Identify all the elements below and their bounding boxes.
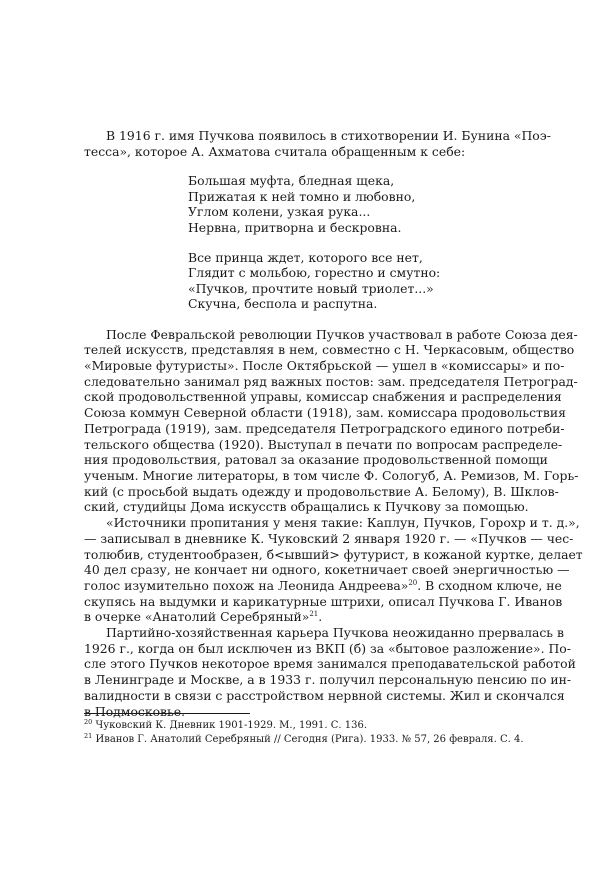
text-line: Союза коммун Северной области (1918), зам. комиссара продовольствия (84, 405, 566, 421)
poem-verse: Большая муфта, бледная щека, (188, 173, 395, 189)
poem-verse: Скучна, беспола и распутна. (188, 296, 378, 312)
intro-line-2: тесса», которое А. Ахматова считала обращенным к себе: (84, 143, 466, 159)
text-line: сле этого Пучков некоторое время занимался преподавательской работой (84, 656, 576, 672)
text-line: телей искусств, представляя в нем, совместно с Н. Черкасовым, общество (84, 342, 575, 358)
poem-verse: Нервна, притворна и бескровна. (188, 219, 402, 235)
footnote-number: 20 (84, 718, 93, 726)
text-line: 40 дел сразу, не кончает ни одного, кокетничает своей энергичностью — (84, 562, 570, 578)
footnote-20 (84, 719, 524, 733)
text-line: в Ленинграде и Москве, а в 1933 г. получил персональную пенсию по ин- (84, 672, 572, 688)
text-line: 1926 г., когда он был исключен из ВКП (б) за «бытовое разложение». По- (84, 640, 571, 656)
poem-verse: Углом колени, узкая рука... (188, 204, 371, 220)
page-body (84, 128, 583, 719)
footnote-divider (84, 713, 250, 714)
text-line: тельского общества (1920). Выступал в печати по вопросам распределе- (84, 436, 563, 452)
footnote-number: 21 (84, 731, 93, 740)
footnote-text: Иванов Г. Анатолий Серебряный // Сегодня (Рига). 1933. № 57, 26 февраля. С. 4. (95, 733, 524, 745)
text-line-with-footnote (84, 609, 518, 625)
poem-stanza-1 (188, 173, 518, 235)
poem-verse: Прижатая к ней томно и любовно, (188, 188, 416, 204)
text-line: «Источники пропитания у меня такие: Каплун, Пучков, Горохр и т. д.», (106, 515, 580, 531)
text-line: кий (с просьбой выдать одежду и продовольствие А. Белому), В. Шклов- (84, 483, 559, 499)
text-fragment: в очерке «Анатолий Серебряный» (84, 609, 310, 625)
footnote-21 (84, 733, 524, 747)
text-line: скупясь на выдумки и карикатурные штрихи, описал Пучкова Г. Иванов (84, 593, 563, 609)
poem-stanza-2 (188, 250, 518, 312)
text-line: валидности в связи с расстройством нервной системы. Жил и скончался (84, 687, 565, 703)
text-line: — записывал в дневнике К. Чуковский 2 января 1920 г. — «Пучков — чес- (84, 530, 574, 546)
text-line: Партийно-хозяйственная карьера Пучкова неожиданно прервалась в (106, 625, 564, 641)
text-line: ния продовольствия, ратовал за оказание продовольственной помощи (84, 452, 548, 468)
text-line: ученым. Многие литераторы, в том числе Ф. Сологуб, А. Ремизов, М. Горь- (84, 467, 579, 483)
text-line: «Мировые футуристы». После Октябрьской — ушел в «комиссары» и по- (84, 358, 565, 374)
footnote-text: Чуковский К. Дневник 1901-1929. М., 1991. С. 136. (95, 720, 368, 731)
sources-paragraph (84, 515, 583, 625)
text-line: в Подмосковье. (84, 703, 186, 719)
intro-paragraph (84, 128, 551, 159)
career-paragraph (84, 625, 576, 719)
footnote-ref-21[interactable]: 21 (309, 610, 319, 619)
poem-verse: Глядит с мольбою, горестно и смутно: (188, 265, 441, 281)
text-line: После Февральской революции Пучков участвовал в работе Союза дея- (106, 326, 578, 342)
text-fragment: . (318, 609, 323, 625)
footnotes (84, 719, 524, 746)
text-line: толюбив, студентообразен, б<ывший> футурист, в кожаной куртке, делает (84, 546, 583, 562)
text-line: ской продовольственной управы, комиссар снабжения и распределения (84, 389, 562, 405)
text-line: Петрограда (1919), зам. председателя Петроградского единого потреби- (84, 420, 565, 436)
intro-line-1: В 1916 г. имя Пучкова появилось в стихотворении И. Бунина «Поэ- (106, 128, 551, 143)
poem-verse: «Пучков, прочтите новый триолет...» (188, 280, 434, 296)
poem (188, 173, 518, 311)
text-line: следовательно занимал ряд важных постов: зам. председателя Петроград- (84, 373, 578, 389)
text-fragment: голос изумительно похож на Леонида Андреева» (84, 577, 409, 593)
text-line-with-footnote (84, 577, 562, 594)
footnote-ref-20[interactable]: 20 (408, 578, 418, 587)
revolution-paragraph (84, 326, 579, 515)
text-line: ский, студийцы Дома искусств обращались к Пучкову за помощью. (84, 499, 529, 515)
text-fragment: . В сходном ключе, не (417, 577, 562, 593)
poem-verse: Все принца ждет, которого все нет, (188, 250, 423, 266)
